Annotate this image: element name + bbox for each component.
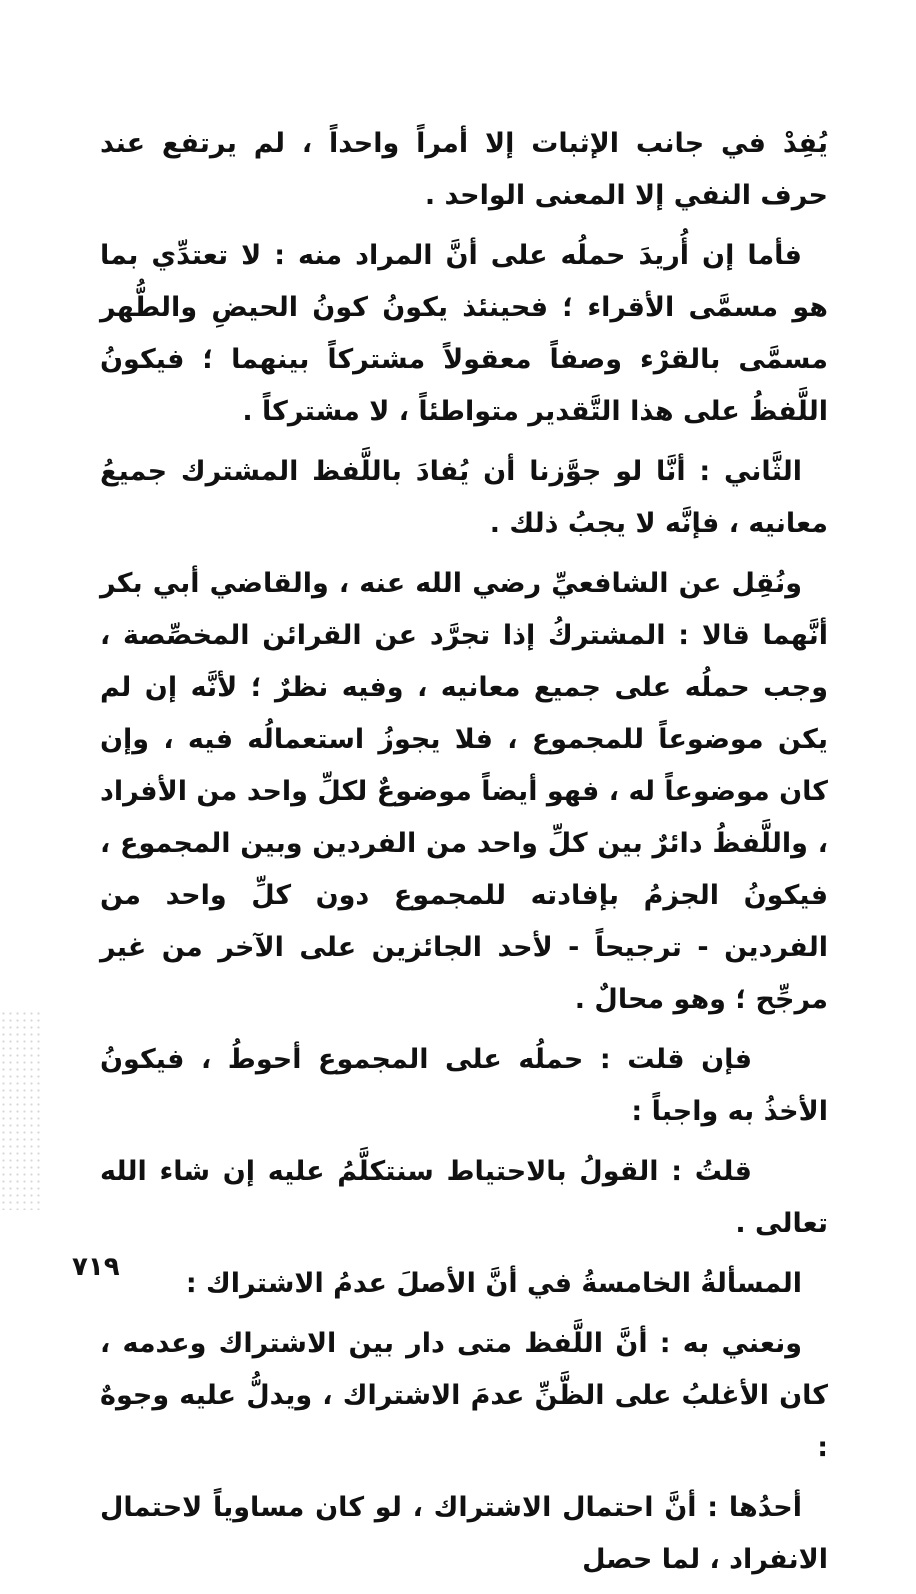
paragraph-7: ونعني به : أنَّ اللَّفظ متى دار بين الاشتراك وعدمه ، كان الأغلبُ على الظَّنِّ عدمَ الاشتراك ، ويدلُّ عليه وجوهٌ : — [100, 1328, 828, 1463]
page-number: ٧١٩ — [72, 1252, 120, 1282]
paragraph-1: يُفِدْ في جانب الإثبات إلا أمراً واحداً ، لم يرتفع عند حرف النفي إلا المعنى الواحد . — [100, 128, 828, 211]
scan-margin-noise — [0, 1010, 40, 1210]
paragraph-6: قلتُ : القولُ بالاحتياط سنتكلَّمُ عليه إن شاء الله تعالى . — [100, 1156, 828, 1239]
paragraph-2: فأما إن أُريدَ حملُه على أنَّ المراد منه : لا تعتدِّي بما هو مسمَّى الأقراء ؛ فحينئذ يكونُ كونُ الحيضِ والطُّهر مسمَّى بالقرْء وصفاً معقولاً مشتركاً بينهما ؛ فيكونُ اللَّفظُ على هذا التَّقدير متواطئاً ، لا مشتركاً . — [100, 240, 828, 427]
body-text — [100, 118, 828, 1594]
paragraph-4: ونُقِل عن الشافعيِّ رضي الله عنه ، والقاضي أبي بكر أنَّهما قالا : المشتركُ إذا تجرَّد عن القرائن المخصِّصة ، وجب حملُه على جميع معانيه ، وفيه نظرٌ ؛ لأنَّه إن لم يكن موضوعاً للمجموع ، فلا يجوزُ استعمالُه فيه ، وإن كان موضوعاً له ، فهو أيضاً موضوعٌ لكلِّ واحد من الأفراد ، واللَّفظُ دائرٌ بين كلِّ واحد من الفردين وبين المجموع ، فيكونُ الجزمُ بإفادته للمجموع دون كلِّ واحد من الفردين - ترجيحاً - لأحد الجائزين على الآخر من غير مرجِّح ؛ وهو محالٌ . — [100, 568, 828, 1015]
section-heading: المسألةُ الخامسةُ في أنَّ الأصلَ عدمُ الاشتراك : — [185, 1268, 802, 1299]
paragraph-3: الثَّاني : أنَّا لو جوَّزنا أن يُفادَ باللَّفظ المشترك جميعُ معانيه ، فإنَّه لا يجبُ ذلك . — [100, 456, 828, 539]
paragraph-5: فإن قلت : حملُه على المجموع أحوطُ ، فيكونُ الأخذُ به واجباً : — [100, 1044, 828, 1127]
paragraph-8: أحدُها : أنَّ احتمال الاشتراك ، لو كان مساوياً لاحتمال الانفراد ، لما حصل — [100, 1492, 828, 1575]
